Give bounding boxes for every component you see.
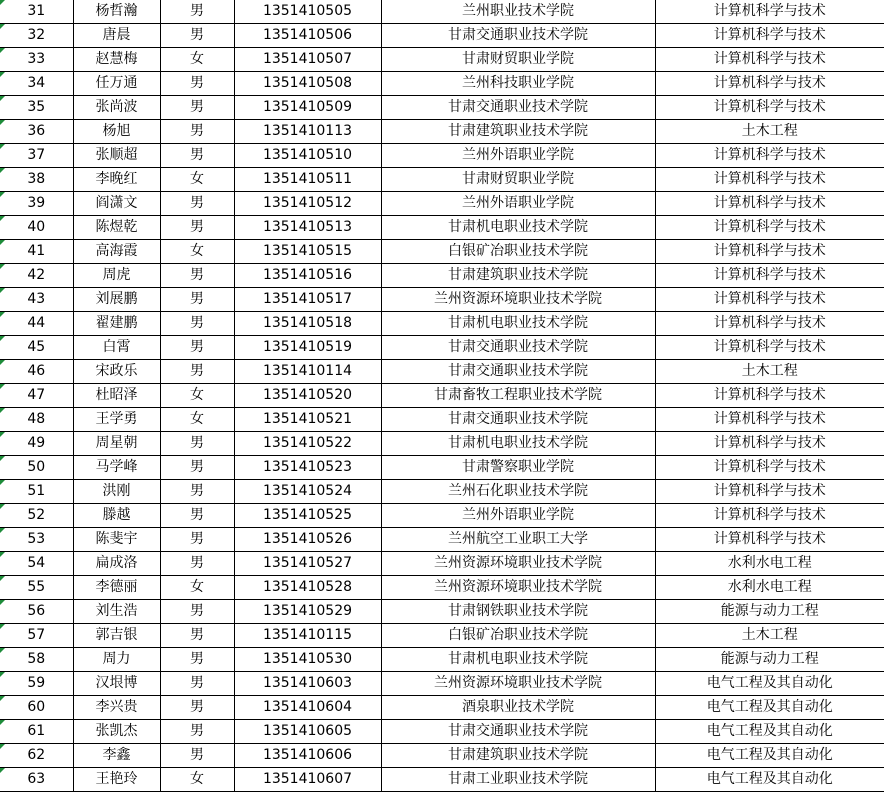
cell-number[interactable]: 57 xyxy=(0,624,73,648)
cell-number[interactable]: 59 xyxy=(0,672,73,696)
cell-student-id[interactable]: 1351410520 xyxy=(234,384,381,408)
cell-name[interactable]: 张顺超 xyxy=(73,144,160,168)
cell-gender[interactable]: 男 xyxy=(160,96,234,120)
cell-student-id[interactable]: 1351410605 xyxy=(234,720,381,744)
cell-number[interactable]: 54 xyxy=(0,552,73,576)
cell-major[interactable]: 计算机科学与技术 xyxy=(655,312,884,336)
cell-number[interactable]: 51 xyxy=(0,480,73,504)
cell-gender[interactable]: 女 xyxy=(160,576,234,600)
cell-gender[interactable]: 男 xyxy=(160,24,234,48)
cell-number[interactable]: 46 xyxy=(0,360,73,384)
cell-number[interactable]: 63 xyxy=(0,768,73,792)
cell-major[interactable]: 计算机科学与技术 xyxy=(655,504,884,528)
cell-school[interactable]: 白银矿冶职业技术学院 xyxy=(381,624,655,648)
table-row xyxy=(0,288,884,312)
cell-major[interactable]: 电气工程及其自动化 xyxy=(655,672,884,696)
cell-name[interactable]: 王学勇 xyxy=(73,408,160,432)
cell-gender[interactable]: 男 xyxy=(160,504,234,528)
cell-gender[interactable]: 男 xyxy=(160,144,234,168)
cell-student-id[interactable]: 1351410515 xyxy=(234,240,381,264)
cell-major[interactable]: 计算机科学与技术 xyxy=(655,456,884,480)
table-row xyxy=(0,768,884,792)
cell-major[interactable]: 电气工程及其自动化 xyxy=(655,768,884,792)
cell-major[interactable]: 计算机科学与技术 xyxy=(655,216,884,240)
table-row xyxy=(0,240,884,264)
cell-student-id[interactable]: 1351410607 xyxy=(234,768,381,792)
cell-gender[interactable]: 男 xyxy=(160,600,234,624)
cell-student-id[interactable]: 1351410517 xyxy=(234,288,381,312)
table-row xyxy=(0,624,884,648)
table-row xyxy=(0,336,884,360)
cell-gender[interactable]: 男 xyxy=(160,264,234,288)
cell-major[interactable]: 土木工程 xyxy=(655,624,884,648)
cell-gender[interactable]: 男 xyxy=(160,624,234,648)
cell-number[interactable]: 34 xyxy=(0,72,73,96)
cell-name[interactable]: 陈斐宇 xyxy=(73,528,160,552)
cell-major[interactable]: 能源与动力工程 xyxy=(655,600,884,624)
cell-student-id[interactable]: 1351410530 xyxy=(234,648,381,672)
cell-student-id[interactable]: 1351410507 xyxy=(234,48,381,72)
cell-number[interactable]: 56 xyxy=(0,600,73,624)
cell-school[interactable]: 兰州外语职业学院 xyxy=(381,504,655,528)
table-row xyxy=(0,504,884,528)
cell-number[interactable]: 35 xyxy=(0,96,73,120)
cell-major[interactable]: 计算机科学与技术 xyxy=(655,24,884,48)
cell-student-id[interactable]: 1351410604 xyxy=(234,696,381,720)
cell-student-id[interactable]: 1351410508 xyxy=(234,72,381,96)
cell-student-id[interactable]: 1351410511 xyxy=(234,168,381,192)
cell-major[interactable]: 计算机科学与技术 xyxy=(655,336,884,360)
cell-major[interactable]: 计算机科学与技术 xyxy=(655,264,884,288)
cell-school[interactable]: 甘肃畜牧工程职业技术学院 xyxy=(381,384,655,408)
cell-major[interactable]: 水利水电工程 xyxy=(655,552,884,576)
cell-name[interactable]: 滕越 xyxy=(73,504,160,528)
cell-name[interactable]: 郭吉银 xyxy=(73,624,160,648)
cell-major[interactable]: 计算机科学与技术 xyxy=(655,384,884,408)
cell-school[interactable]: 兰州航空工业职工大学 xyxy=(381,528,655,552)
cell-gender[interactable]: 男 xyxy=(160,648,234,672)
cell-major[interactable]: 计算机科学与技术 xyxy=(655,96,884,120)
cell-major[interactable]: 电气工程及其自动化 xyxy=(655,720,884,744)
cell-school[interactable]: 酒泉职业技术学院 xyxy=(381,696,655,720)
cell-major[interactable]: 计算机科学与技术 xyxy=(655,432,884,456)
cell-gender[interactable]: 男 xyxy=(160,720,234,744)
cell-school[interactable]: 甘肃警察职业学院 xyxy=(381,456,655,480)
cell-student-id[interactable]: 1351410603 xyxy=(234,672,381,696)
cell-school[interactable]: 甘肃交通职业技术学院 xyxy=(381,720,655,744)
cell-gender[interactable]: 男 xyxy=(160,120,234,144)
table-row xyxy=(0,432,884,456)
cell-student-id[interactable]: 1351410509 xyxy=(234,96,381,120)
cell-gender[interactable]: 女 xyxy=(160,240,234,264)
cell-student-id[interactable]: 1351410513 xyxy=(234,216,381,240)
cell-school[interactable]: 白银矿冶职业技术学院 xyxy=(381,240,655,264)
cell-name[interactable]: 宋政乐 xyxy=(73,360,160,384)
cell-gender[interactable]: 男 xyxy=(160,192,234,216)
cell-school[interactable]: 兰州资源环境职业技术学院 xyxy=(381,288,655,312)
table-row xyxy=(0,360,884,384)
cell-major[interactable]: 电气工程及其自动化 xyxy=(655,744,884,768)
cell-school[interactable]: 甘肃交通职业技术学院 xyxy=(381,96,655,120)
cell-name[interactable]: 李德丽 xyxy=(73,576,160,600)
cell-number[interactable]: 47 xyxy=(0,384,73,408)
cell-name[interactable]: 赵慧梅 xyxy=(73,48,160,72)
cell-school[interactable]: 兰州职业技术学院 xyxy=(381,0,655,24)
cell-school[interactable]: 甘肃交通职业技术学院 xyxy=(381,24,655,48)
cell-school[interactable]: 甘肃建筑职业技术学院 xyxy=(381,264,655,288)
cell-major[interactable]: 计算机科学与技术 xyxy=(655,408,884,432)
table-row xyxy=(0,168,884,192)
cell-student-id[interactable]: 1351410505 xyxy=(234,0,381,24)
table-row xyxy=(0,648,884,672)
cell-student-id[interactable]: 1351410506 xyxy=(234,24,381,48)
cell-student-id[interactable]: 1351410516 xyxy=(234,264,381,288)
cell-major[interactable]: 计算机科学与技术 xyxy=(655,480,884,504)
cell-number[interactable]: 43 xyxy=(0,288,73,312)
cell-gender[interactable]: 男 xyxy=(160,288,234,312)
cell-number[interactable]: 38 xyxy=(0,168,73,192)
cell-name[interactable]: 杜昭泽 xyxy=(73,384,160,408)
cell-gender[interactable]: 男 xyxy=(160,480,234,504)
cell-student-id[interactable]: 1351410518 xyxy=(234,312,381,336)
cell-name[interactable]: 李鑫 xyxy=(73,744,160,768)
cell-school[interactable]: 甘肃财贸职业学院 xyxy=(381,168,655,192)
table-row xyxy=(0,600,884,624)
cell-name[interactable]: 汉垠博 xyxy=(73,672,160,696)
cell-school[interactable]: 甘肃建筑职业技术学院 xyxy=(381,120,655,144)
cell-major[interactable]: 计算机科学与技术 xyxy=(655,192,884,216)
cell-gender[interactable]: 男 xyxy=(160,528,234,552)
cell-student-id[interactable]: 1351410113 xyxy=(234,120,381,144)
cell-school[interactable]: 兰州资源环境职业技术学院 xyxy=(381,552,655,576)
table-row xyxy=(0,576,884,600)
table-row xyxy=(0,384,884,408)
cell-student-id[interactable]: 1351410521 xyxy=(234,408,381,432)
cell-gender[interactable]: 男 xyxy=(160,672,234,696)
cell-school[interactable]: 甘肃机电职业技术学院 xyxy=(381,216,655,240)
cell-student-id[interactable]: 1351410529 xyxy=(234,600,381,624)
cell-number[interactable]: 41 xyxy=(0,240,73,264)
cell-school[interactable]: 兰州石化职业技术学院 xyxy=(381,480,655,504)
table-row xyxy=(0,264,884,288)
cell-number[interactable]: 52 xyxy=(0,504,73,528)
table-row xyxy=(0,720,884,744)
cell-gender[interactable]: 男 xyxy=(160,696,234,720)
cell-number[interactable]: 61 xyxy=(0,720,73,744)
cell-student-id[interactable]: 1351410519 xyxy=(234,336,381,360)
cell-student-id[interactable]: 1351410524 xyxy=(234,480,381,504)
cell-major[interactable]: 计算机科学与技术 xyxy=(655,288,884,312)
cell-name[interactable]: 白霄 xyxy=(73,336,160,360)
cell-number[interactable]: 33 xyxy=(0,48,73,72)
table-row xyxy=(0,696,884,720)
cell-major[interactable]: 土木工程 xyxy=(655,120,884,144)
cell-school[interactable]: 兰州外语职业学院 xyxy=(381,192,655,216)
cell-name[interactable]: 李晚红 xyxy=(73,168,160,192)
cell-number[interactable]: 42 xyxy=(0,264,73,288)
cell-school[interactable]: 甘肃钢铁职业技术学院 xyxy=(381,600,655,624)
cell-name[interactable]: 阎潇文 xyxy=(73,192,160,216)
cell-name[interactable]: 马学峰 xyxy=(73,456,160,480)
cell-school[interactable]: 甘肃财贸职业学院 xyxy=(381,48,655,72)
cell-gender[interactable]: 女 xyxy=(160,168,234,192)
table-row xyxy=(0,192,884,216)
cell-name[interactable]: 陈煜乾 xyxy=(73,216,160,240)
cell-major[interactable]: 计算机科学与技术 xyxy=(655,48,884,72)
table-row xyxy=(0,0,884,24)
cell-major[interactable]: 土木工程 xyxy=(655,360,884,384)
table-row xyxy=(0,744,884,768)
cell-number[interactable]: 58 xyxy=(0,648,73,672)
cell-number[interactable]: 31 xyxy=(0,0,73,24)
cell-student-id[interactable]: 1351410606 xyxy=(234,744,381,768)
cell-number[interactable]: 48 xyxy=(0,408,73,432)
cell-name[interactable]: 李兴贵 xyxy=(73,696,160,720)
cell-number[interactable]: 32 xyxy=(0,24,73,48)
cell-name[interactable]: 周力 xyxy=(73,648,160,672)
cell-student-id[interactable]: 1351410522 xyxy=(234,432,381,456)
cell-school[interactable]: 兰州资源环境职业技术学院 xyxy=(381,576,655,600)
cell-number[interactable]: 60 xyxy=(0,696,73,720)
cell-name[interactable]: 扁成洛 xyxy=(73,552,160,576)
table-row xyxy=(0,408,884,432)
cell-number[interactable]: 37 xyxy=(0,144,73,168)
table-row xyxy=(0,72,884,96)
cell-number[interactable]: 36 xyxy=(0,120,73,144)
cell-number[interactable]: 55 xyxy=(0,576,73,600)
cell-major[interactable]: 计算机科学与技术 xyxy=(655,528,884,552)
table-row xyxy=(0,312,884,336)
cell-gender[interactable]: 男 xyxy=(160,360,234,384)
cell-school[interactable]: 甘肃交通职业技术学院 xyxy=(381,336,655,360)
cell-name[interactable]: 翟建鹏 xyxy=(73,312,160,336)
cell-name[interactable]: 张尚波 xyxy=(73,96,160,120)
cell-school[interactable]: 甘肃建筑职业技术学院 xyxy=(381,744,655,768)
cell-gender[interactable]: 男 xyxy=(160,456,234,480)
cell-name[interactable]: 周星朝 xyxy=(73,432,160,456)
cell-major[interactable]: 计算机科学与技术 xyxy=(655,144,884,168)
table-row xyxy=(0,480,884,504)
cell-gender[interactable]: 男 xyxy=(160,0,234,24)
cell-name[interactable]: 王艳玲 xyxy=(73,768,160,792)
cell-school[interactable]: 甘肃机电职业技术学院 xyxy=(381,648,655,672)
cell-number[interactable]: 39 xyxy=(0,192,73,216)
table-row xyxy=(0,48,884,72)
cell-number[interactable]: 53 xyxy=(0,528,73,552)
table-row xyxy=(0,672,884,696)
table-row xyxy=(0,144,884,168)
cell-gender[interactable]: 男 xyxy=(160,432,234,456)
cell-gender[interactable]: 男 xyxy=(160,336,234,360)
table-row xyxy=(0,96,884,120)
cell-number[interactable]: 45 xyxy=(0,336,73,360)
table-row xyxy=(0,552,884,576)
cell-major[interactable]: 计算机科学与技术 xyxy=(655,168,884,192)
cell-major[interactable]: 能源与动力工程 xyxy=(655,648,884,672)
table-row xyxy=(0,216,884,240)
cell-school[interactable]: 兰州资源环境职业技术学院 xyxy=(381,672,655,696)
cell-gender[interactable]: 男 xyxy=(160,216,234,240)
cell-name[interactable]: 杨旭 xyxy=(73,120,160,144)
cell-name[interactable]: 张凯杰 xyxy=(73,720,160,744)
cell-number[interactable]: 62 xyxy=(0,744,73,768)
cell-name[interactable]: 杨哲瀚 xyxy=(73,0,160,24)
cell-major[interactable]: 电气工程及其自动化 xyxy=(655,696,884,720)
cell-name[interactable]: 任万通 xyxy=(73,72,160,96)
cell-student-id[interactable]: 1351410115 xyxy=(234,624,381,648)
cell-gender[interactable]: 男 xyxy=(160,312,234,336)
table-row xyxy=(0,120,884,144)
cell-major[interactable]: 水利水电工程 xyxy=(655,576,884,600)
cell-student-id[interactable]: 1351410526 xyxy=(234,528,381,552)
cell-name[interactable]: 刘展鹏 xyxy=(73,288,160,312)
cell-student-id[interactable]: 1351410510 xyxy=(234,144,381,168)
cell-major[interactable]: 计算机科学与技术 xyxy=(655,72,884,96)
cell-name[interactable]: 洪刚 xyxy=(73,480,160,504)
cell-school[interactable]: 甘肃机电职业技术学院 xyxy=(381,312,655,336)
table-row xyxy=(0,456,884,480)
cell-name[interactable]: 高海霞 xyxy=(73,240,160,264)
cell-major[interactable]: 计算机科学与技术 xyxy=(655,0,884,24)
cell-gender[interactable]: 男 xyxy=(160,72,234,96)
cell-student-id[interactable]: 1351410528 xyxy=(234,576,381,600)
cell-name[interactable]: 刘生浩 xyxy=(73,600,160,624)
cell-student-id[interactable]: 1351410523 xyxy=(234,456,381,480)
cell-school[interactable]: 甘肃交通职业技术学院 xyxy=(381,360,655,384)
cell-name[interactable]: 周虎 xyxy=(73,264,160,288)
table-row xyxy=(0,528,884,552)
cell-gender[interactable]: 女 xyxy=(160,48,234,72)
cell-number[interactable]: 50 xyxy=(0,456,73,480)
cell-number[interactable]: 40 xyxy=(0,216,73,240)
cell-gender[interactable]: 女 xyxy=(160,768,234,792)
cell-school[interactable]: 兰州科技职业学院 xyxy=(381,72,655,96)
cell-major[interactable]: 计算机科学与技术 xyxy=(655,240,884,264)
cell-gender[interactable]: 男 xyxy=(160,744,234,768)
cell-gender[interactable]: 女 xyxy=(160,384,234,408)
cell-name[interactable]: 唐晨 xyxy=(73,24,160,48)
cell-student-id[interactable]: 1351410512 xyxy=(234,192,381,216)
cell-student-id[interactable]: 1351410527 xyxy=(234,552,381,576)
cell-number[interactable]: 49 xyxy=(0,432,73,456)
cell-gender[interactable]: 女 xyxy=(160,408,234,432)
cell-gender[interactable]: 男 xyxy=(160,552,234,576)
cell-school[interactable]: 甘肃工业职业技术学院 xyxy=(381,768,655,792)
cell-school[interactable]: 兰州外语职业学院 xyxy=(381,144,655,168)
cell-student-id[interactable]: 1351410114 xyxy=(234,360,381,384)
table-row xyxy=(0,24,884,48)
cell-school[interactable]: 甘肃机电职业技术学院 xyxy=(381,432,655,456)
cell-number[interactable]: 44 xyxy=(0,312,73,336)
cell-student-id[interactable]: 1351410525 xyxy=(234,504,381,528)
cell-school[interactable]: 甘肃交通职业技术学院 xyxy=(381,408,655,432)
